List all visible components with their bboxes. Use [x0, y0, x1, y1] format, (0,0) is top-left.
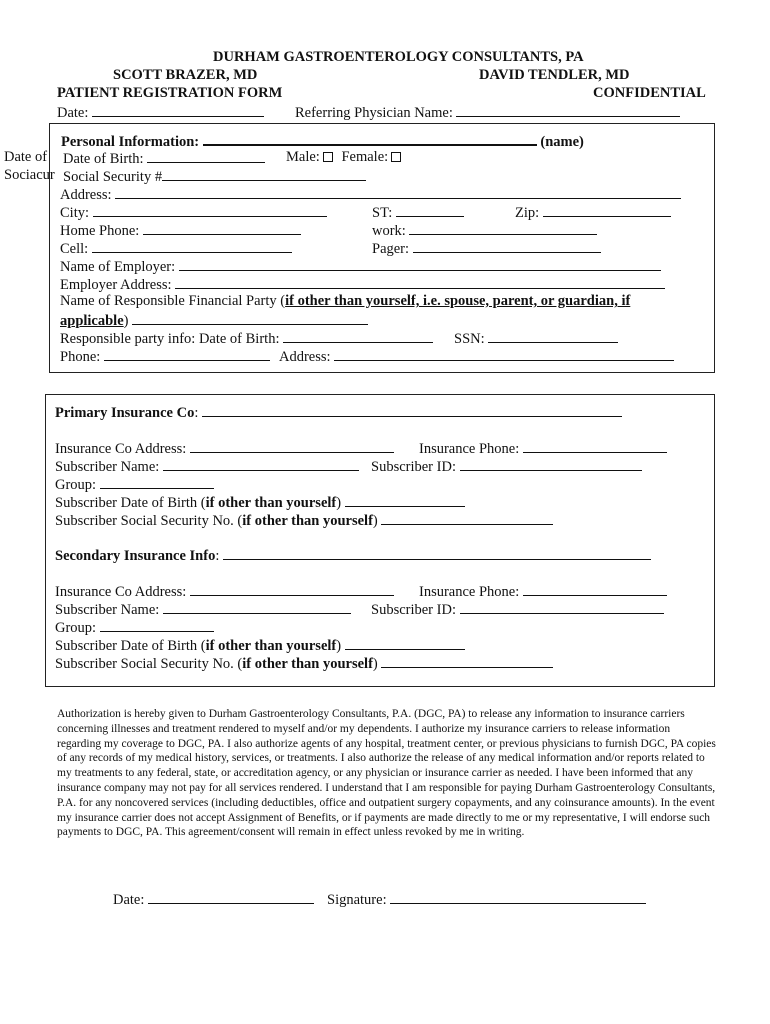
- employer-row: [60, 256, 661, 276]
- footer-date-field[interactable]: [148, 889, 314, 904]
- rp-phone-field[interactable]: [104, 346, 270, 361]
- primary-phone-row: [419, 438, 667, 458]
- secondary-subscriber-name-label: Subscriber Name:: [55, 602, 160, 618]
- secondary-subscriber-row: [55, 599, 351, 619]
- footer-date-label: Date:: [113, 892, 145, 908]
- responsible-row: [60, 292, 630, 310]
- rp-info-label: Responsible party info: Date of Birth:: [60, 331, 280, 347]
- employer-field[interactable]: [179, 256, 661, 271]
- header-date-label: Date:: [57, 105, 89, 121]
- applicable-close: ): [123, 313, 129, 329]
- secondary-phone-label: Insurance Phone:: [419, 584, 520, 600]
- work-label: work:: [372, 223, 406, 239]
- signature-field[interactable]: [390, 889, 646, 904]
- primary-phone-label: Insurance Phone:: [419, 441, 520, 457]
- primary-ssn-label: Subscriber Social Security No. (: [55, 513, 243, 529]
- rp-ssn-row: [454, 328, 618, 348]
- secondary-subscriber-id-label: Subscriber ID:: [371, 602, 456, 618]
- address-field[interactable]: [115, 184, 681, 199]
- primary-ssn-field[interactable]: [381, 510, 553, 525]
- secondary-dob-note: if other than yourself: [205, 638, 337, 654]
- employer-address-label: Employer Address:: [60, 277, 172, 293]
- dob-row: [63, 148, 265, 168]
- secondary-ssn-close: ): [372, 656, 378, 672]
- ssn-row: [63, 166, 366, 186]
- primary-phone-field[interactable]: [523, 438, 667, 453]
- cell-field[interactable]: [92, 238, 292, 253]
- responsible-label: Name of Responsible Financial Party (: [60, 293, 286, 309]
- secondary-heading: Secondary Insurance Info: [55, 548, 216, 564]
- primary-subscriber-row: [55, 456, 359, 476]
- header-date-row: [57, 102, 264, 122]
- st-row: [372, 202, 464, 222]
- secondary-phone-field[interactable]: [523, 581, 667, 596]
- rp-phone-label: Phone:: [60, 349, 101, 365]
- primary-dob-row: [55, 492, 465, 512]
- primary-dob-close: ): [336, 495, 342, 511]
- primary-ssn-note: if other than yourself: [242, 513, 373, 529]
- secondary-ssn-field[interactable]: [381, 653, 553, 668]
- secondary-phone-row: [419, 581, 667, 601]
- zip-field[interactable]: [543, 202, 671, 217]
- secondary-heading-row: [55, 545, 651, 565]
- doctor-left: SCOTT BRAZER, MD: [113, 67, 258, 83]
- primary-heading: Primary Insurance Co: [55, 405, 195, 421]
- st-label: ST:: [372, 205, 393, 221]
- primary-group-label: Group:: [55, 477, 97, 493]
- sex-row: [286, 148, 403, 166]
- employer-label: Name of Employer:: [60, 259, 176, 275]
- cell-row: [60, 238, 292, 258]
- primary-dob-note: if other than yourself: [205, 495, 337, 511]
- secondary-address-field[interactable]: [190, 581, 394, 596]
- rp-address-label: Address:: [279, 349, 331, 365]
- primary-ssn-close: ): [372, 513, 378, 529]
- secondary-group-field[interactable]: [100, 617, 214, 632]
- rp-info-row: [60, 328, 433, 348]
- home-phone-row: [60, 220, 301, 240]
- authorization-text: Authorization is hereby given to Durham Gastroenterology Consultants, P.A. (DGC, PA) to release any information to insurance carriers concerning illnesses and treatment rendered to myself and/or my dependents. I authorize my insurance carriers to release information regarding my coverage to DGC, PA. I also authorize agents of any hospital, treatment center, or previous physicians to furnish DGC, PA copies of any records of my medical history, services, or treatments. I also authorize the release of any medical information and/or reports related to my treatments to any federal, state, or accreditation agency, or any physician or insurance carrier as needed. I have been informed that any insurance company may not pay for all services rendered. I understand that I am responsible for paying Durham Gastroenterology Consultants, P.A. for any noncovered services (including deductibles, office and outpatient surgery copayments, and any coinsurance amounts). In the event my insurance carrier does not accept Assignment of Benefits, or if payments are made directly to me or my representative, I will endorse such payments to DGC, PA. This agreement/consent will remain in effect unless revoked by me in writing.: [57, 708, 716, 839]
- rp-ssn-field[interactable]: [488, 328, 618, 343]
- secondary-ssn-note: if other than yourself: [242, 656, 373, 672]
- applicable-row: [60, 310, 368, 330]
- female-label: Female:: [341, 149, 389, 165]
- signature-row: [327, 889, 646, 909]
- rp-dob-field[interactable]: [283, 328, 433, 343]
- header-date-field[interactable]: [92, 102, 264, 117]
- primary-group-row: [55, 474, 214, 494]
- referring-label: Referring Physician Name:: [295, 105, 453, 121]
- primary-subscriber-id-field[interactable]: [460, 456, 642, 471]
- signature-label: Signature:: [327, 892, 387, 908]
- pager-label: Pager:: [372, 241, 410, 257]
- secondary-group-row: [55, 617, 214, 637]
- margin-note-1: Date of: [4, 149, 48, 165]
- secondary-colon: :: [215, 548, 220, 564]
- secondary-ssn-label: Subscriber Social Security No. (: [55, 656, 243, 672]
- primary-subscriber-name-label: Subscriber Name:: [55, 459, 160, 475]
- secondary-address-row: [55, 581, 394, 601]
- applicable-note: applicable: [60, 313, 124, 329]
- address-row: [60, 184, 681, 204]
- confidential-label: CONFIDENTIAL: [593, 85, 706, 101]
- margin-note-2: Sociacur: [4, 167, 55, 183]
- primary-company-field[interactable]: [202, 402, 622, 417]
- st-field[interactable]: [396, 202, 464, 217]
- work-row: [372, 220, 597, 240]
- primary-dob-label: Subscriber Date of Birth (: [55, 495, 206, 511]
- city-label: City:: [60, 205, 90, 221]
- primary-colon: :: [194, 405, 199, 421]
- male-label: Male:: [286, 149, 320, 165]
- secondary-subscriber-id-row: [371, 599, 664, 619]
- name-suffix: (name): [540, 134, 584, 150]
- rp-phone-row: [60, 346, 270, 366]
- secondary-dob-close: ): [336, 638, 342, 654]
- rp-address-field[interactable]: [334, 346, 674, 361]
- responsible-field[interactable]: [132, 310, 368, 325]
- secondary-subscriber-id-field[interactable]: [460, 599, 664, 614]
- secondary-subscriber-name-field[interactable]: [163, 599, 351, 614]
- doctor-right: DAVID TENDLER, MD: [479, 67, 630, 83]
- primary-address-label: Insurance Co Address:: [55, 441, 187, 457]
- employer-address-field[interactable]: [175, 274, 665, 289]
- male-checkbox[interactable]: [323, 152, 333, 162]
- primary-dob-field[interactable]: [345, 492, 465, 507]
- home-phone-label: Home Phone:: [60, 223, 140, 239]
- primary-ssn-row: [55, 510, 553, 530]
- primary-subscriber-name-field[interactable]: [163, 456, 359, 471]
- city-row: [60, 202, 327, 222]
- work-field[interactable]: [409, 220, 597, 235]
- form-title: PATIENT REGISTRATION FORM: [57, 85, 283, 101]
- rp-ssn-label: SSN:: [454, 331, 485, 347]
- secondary-info-field[interactable]: [223, 545, 651, 560]
- referring-row: [295, 102, 680, 122]
- secondary-dob-label: Subscriber Date of Birth (: [55, 638, 206, 654]
- rp-address-row: [279, 346, 674, 366]
- primary-subscriber-id-label: Subscriber ID:: [371, 459, 456, 475]
- city-field[interactable]: [93, 202, 327, 217]
- footer-date-row: [113, 889, 314, 909]
- primary-subscriber-id-row: [371, 456, 642, 476]
- primary-address-row: [55, 438, 394, 458]
- female-checkbox[interactable]: [391, 152, 401, 162]
- primary-heading-row: [55, 402, 622, 422]
- secondary-ssn-row: [55, 653, 553, 673]
- secondary-group-label: Group:: [55, 620, 97, 636]
- practice-name: DURHAM GASTROENTEROLOGY CONSULTANTS, PA: [213, 49, 584, 65]
- employer-address-row: [60, 274, 665, 294]
- name-field[interactable]: [203, 130, 537, 146]
- home-phone-field[interactable]: [143, 220, 301, 235]
- ssn-field[interactable]: [162, 166, 366, 181]
- zip-label: Zip:: [515, 205, 540, 221]
- primary-address-field[interactable]: [190, 438, 394, 453]
- dob-label: Date of Birth:: [63, 151, 144, 167]
- primary-group-field[interactable]: [100, 474, 214, 489]
- referring-field[interactable]: [456, 102, 680, 117]
- zip-row: [515, 202, 671, 222]
- dob-field[interactable]: [147, 148, 265, 163]
- secondary-dob-row: [55, 635, 465, 655]
- secondary-dob-field[interactable]: [345, 635, 465, 650]
- personal-heading: Personal Information:: [61, 134, 200, 150]
- address-label: Address:: [60, 187, 112, 203]
- pager-field[interactable]: [413, 238, 601, 253]
- secondary-address-label: Insurance Co Address:: [55, 584, 187, 600]
- ssn-label: Social Security #: [63, 169, 163, 185]
- cell-label: Cell:: [60, 241, 89, 257]
- responsible-note: if other than yourself, i.e. spouse, parent, or guardian, if: [285, 293, 631, 309]
- pager-row: [372, 238, 601, 258]
